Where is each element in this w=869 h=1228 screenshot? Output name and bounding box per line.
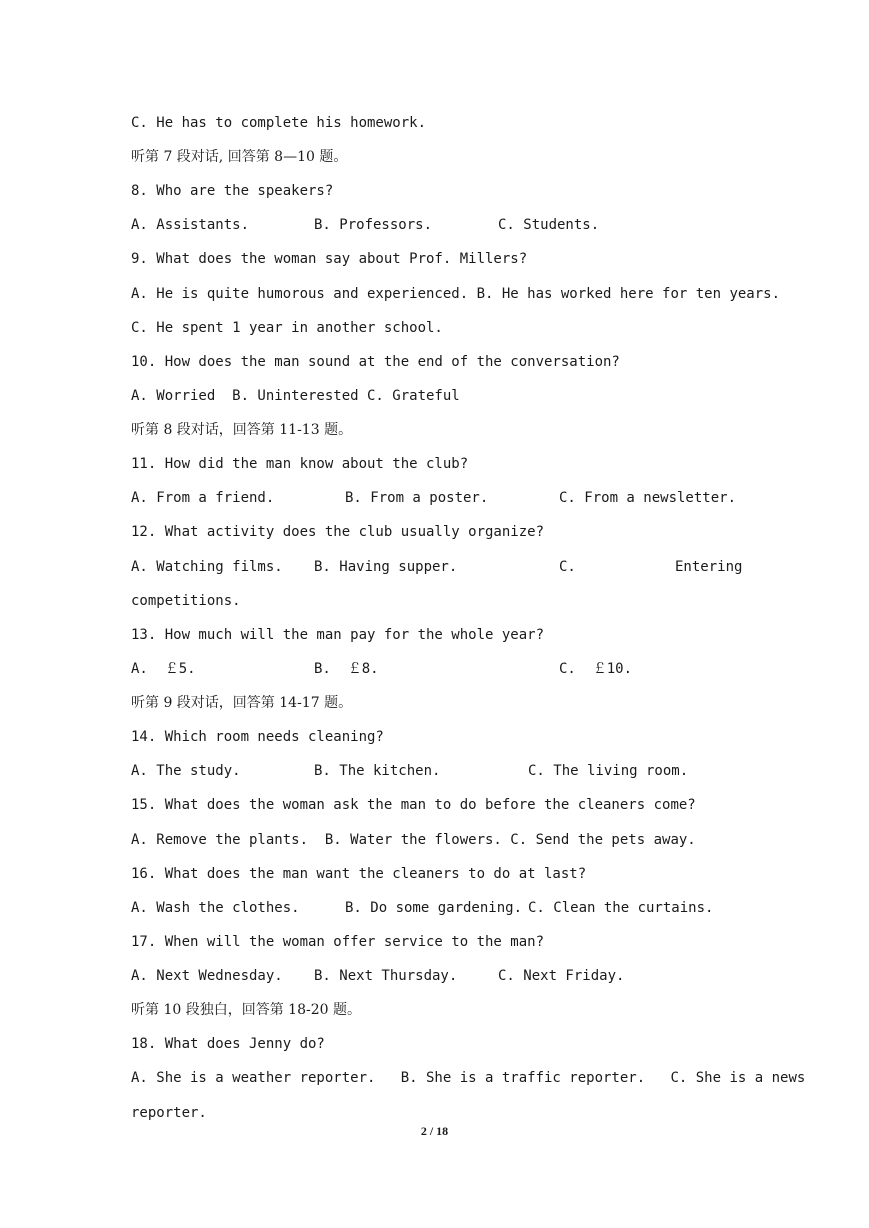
- section-header-monologue-10: 听第 10 段独白，回答第 18-20 题。: [131, 1002, 361, 1018]
- question-10: 10. How does the man sound at the end of the conversation?: [131, 354, 620, 370]
- q11-option-c: C. From a newsletter.: [559, 490, 737, 506]
- question-15: 15. What does the woman ask the man to do before the cleaners come?: [131, 797, 696, 813]
- q17-option-b: B. Next Thursday.: [314, 968, 458, 984]
- q16-option-a: A. Wash the clothes.: [131, 900, 300, 916]
- question-8: 8. Who are the speakers?: [131, 183, 334, 199]
- q17-option-c: C. Next Friday.: [498, 968, 625, 984]
- question-18: 18. What does Jenny do?: [131, 1036, 325, 1052]
- section-header-dialogue-8: 听第 8 段对话，回答第 11-13 题。: [131, 422, 353, 438]
- q18-options: A. She is a weather reporter. B. She is a traffic reporter. C. She is a news: [131, 1070, 806, 1086]
- q15-options: A. Remove the plants. B. Water the flowers. C. Send the pets away.: [131, 832, 696, 848]
- question-12: 12. What activity does the club usually organize?: [131, 524, 545, 540]
- question-9: 9. What does the woman say about Prof. Millers?: [131, 251, 528, 267]
- question-14: 14. Which room needs cleaning?: [131, 729, 384, 745]
- q13-option-c: C. ￡10.: [559, 661, 633, 677]
- q8-option-b: B. Professors.: [314, 217, 433, 233]
- page-number: 2 / 18: [420, 1124, 449, 1138]
- q11-option-b: B. From a poster.: [345, 490, 489, 506]
- q17-option-a: A. Next Wednesday.: [131, 968, 283, 984]
- section-header-dialogue-9: 听第 9 段对话，回答第 14-17 题。: [131, 695, 353, 711]
- q12-option-c-continued: competitions.: [131, 593, 241, 609]
- q12-option-c-text: Entering: [675, 559, 743, 575]
- q10-options: A. Worried B. Uninterested C. Grateful: [131, 388, 460, 404]
- q7-option-c: C. He has to complete his homework.: [131, 115, 427, 131]
- q11-option-a: A. From a friend.: [131, 490, 275, 506]
- section-header-dialogue-7: 听第 7 段对话, 回答第 8—10 题。: [131, 149, 348, 165]
- q13-option-a: A. ￡5.: [131, 661, 196, 677]
- q9-option-c: C. He spent 1 year in another school.: [131, 320, 443, 336]
- question-16: 16. What does the man want the cleaners to do at last?: [131, 866, 587, 882]
- question-11: 11. How did the man know about the club?: [131, 456, 469, 472]
- q16-option-c: C. Clean the curtains.: [528, 900, 714, 916]
- q18-option-c-continued: reporter.: [131, 1105, 207, 1121]
- q8-option-c: C. Students.: [498, 217, 600, 233]
- q14-option-a: A. The study.: [131, 763, 241, 779]
- q16-option-b: B. Do some gardening.: [345, 900, 523, 916]
- q14-option-b: B. The kitchen.: [314, 763, 441, 779]
- question-17: 17. When will the woman offer service to the man?: [131, 934, 545, 950]
- q13-option-b: B. ￡8.: [314, 661, 379, 677]
- q9-options-ab: A. He is quite humorous and experienced. B. He has worked here for ten years.: [131, 286, 781, 302]
- q12-option-c-label: C.: [559, 559, 576, 575]
- q8-option-a: A. Assistants.: [131, 217, 250, 233]
- q14-option-c: C. The living room.: [528, 763, 689, 779]
- q12-option-a: A. Watching films.: [131, 559, 283, 575]
- question-13: 13. How much will the man pay for the whole year?: [131, 627, 545, 643]
- q12-option-b: B. Having supper.: [314, 559, 458, 575]
